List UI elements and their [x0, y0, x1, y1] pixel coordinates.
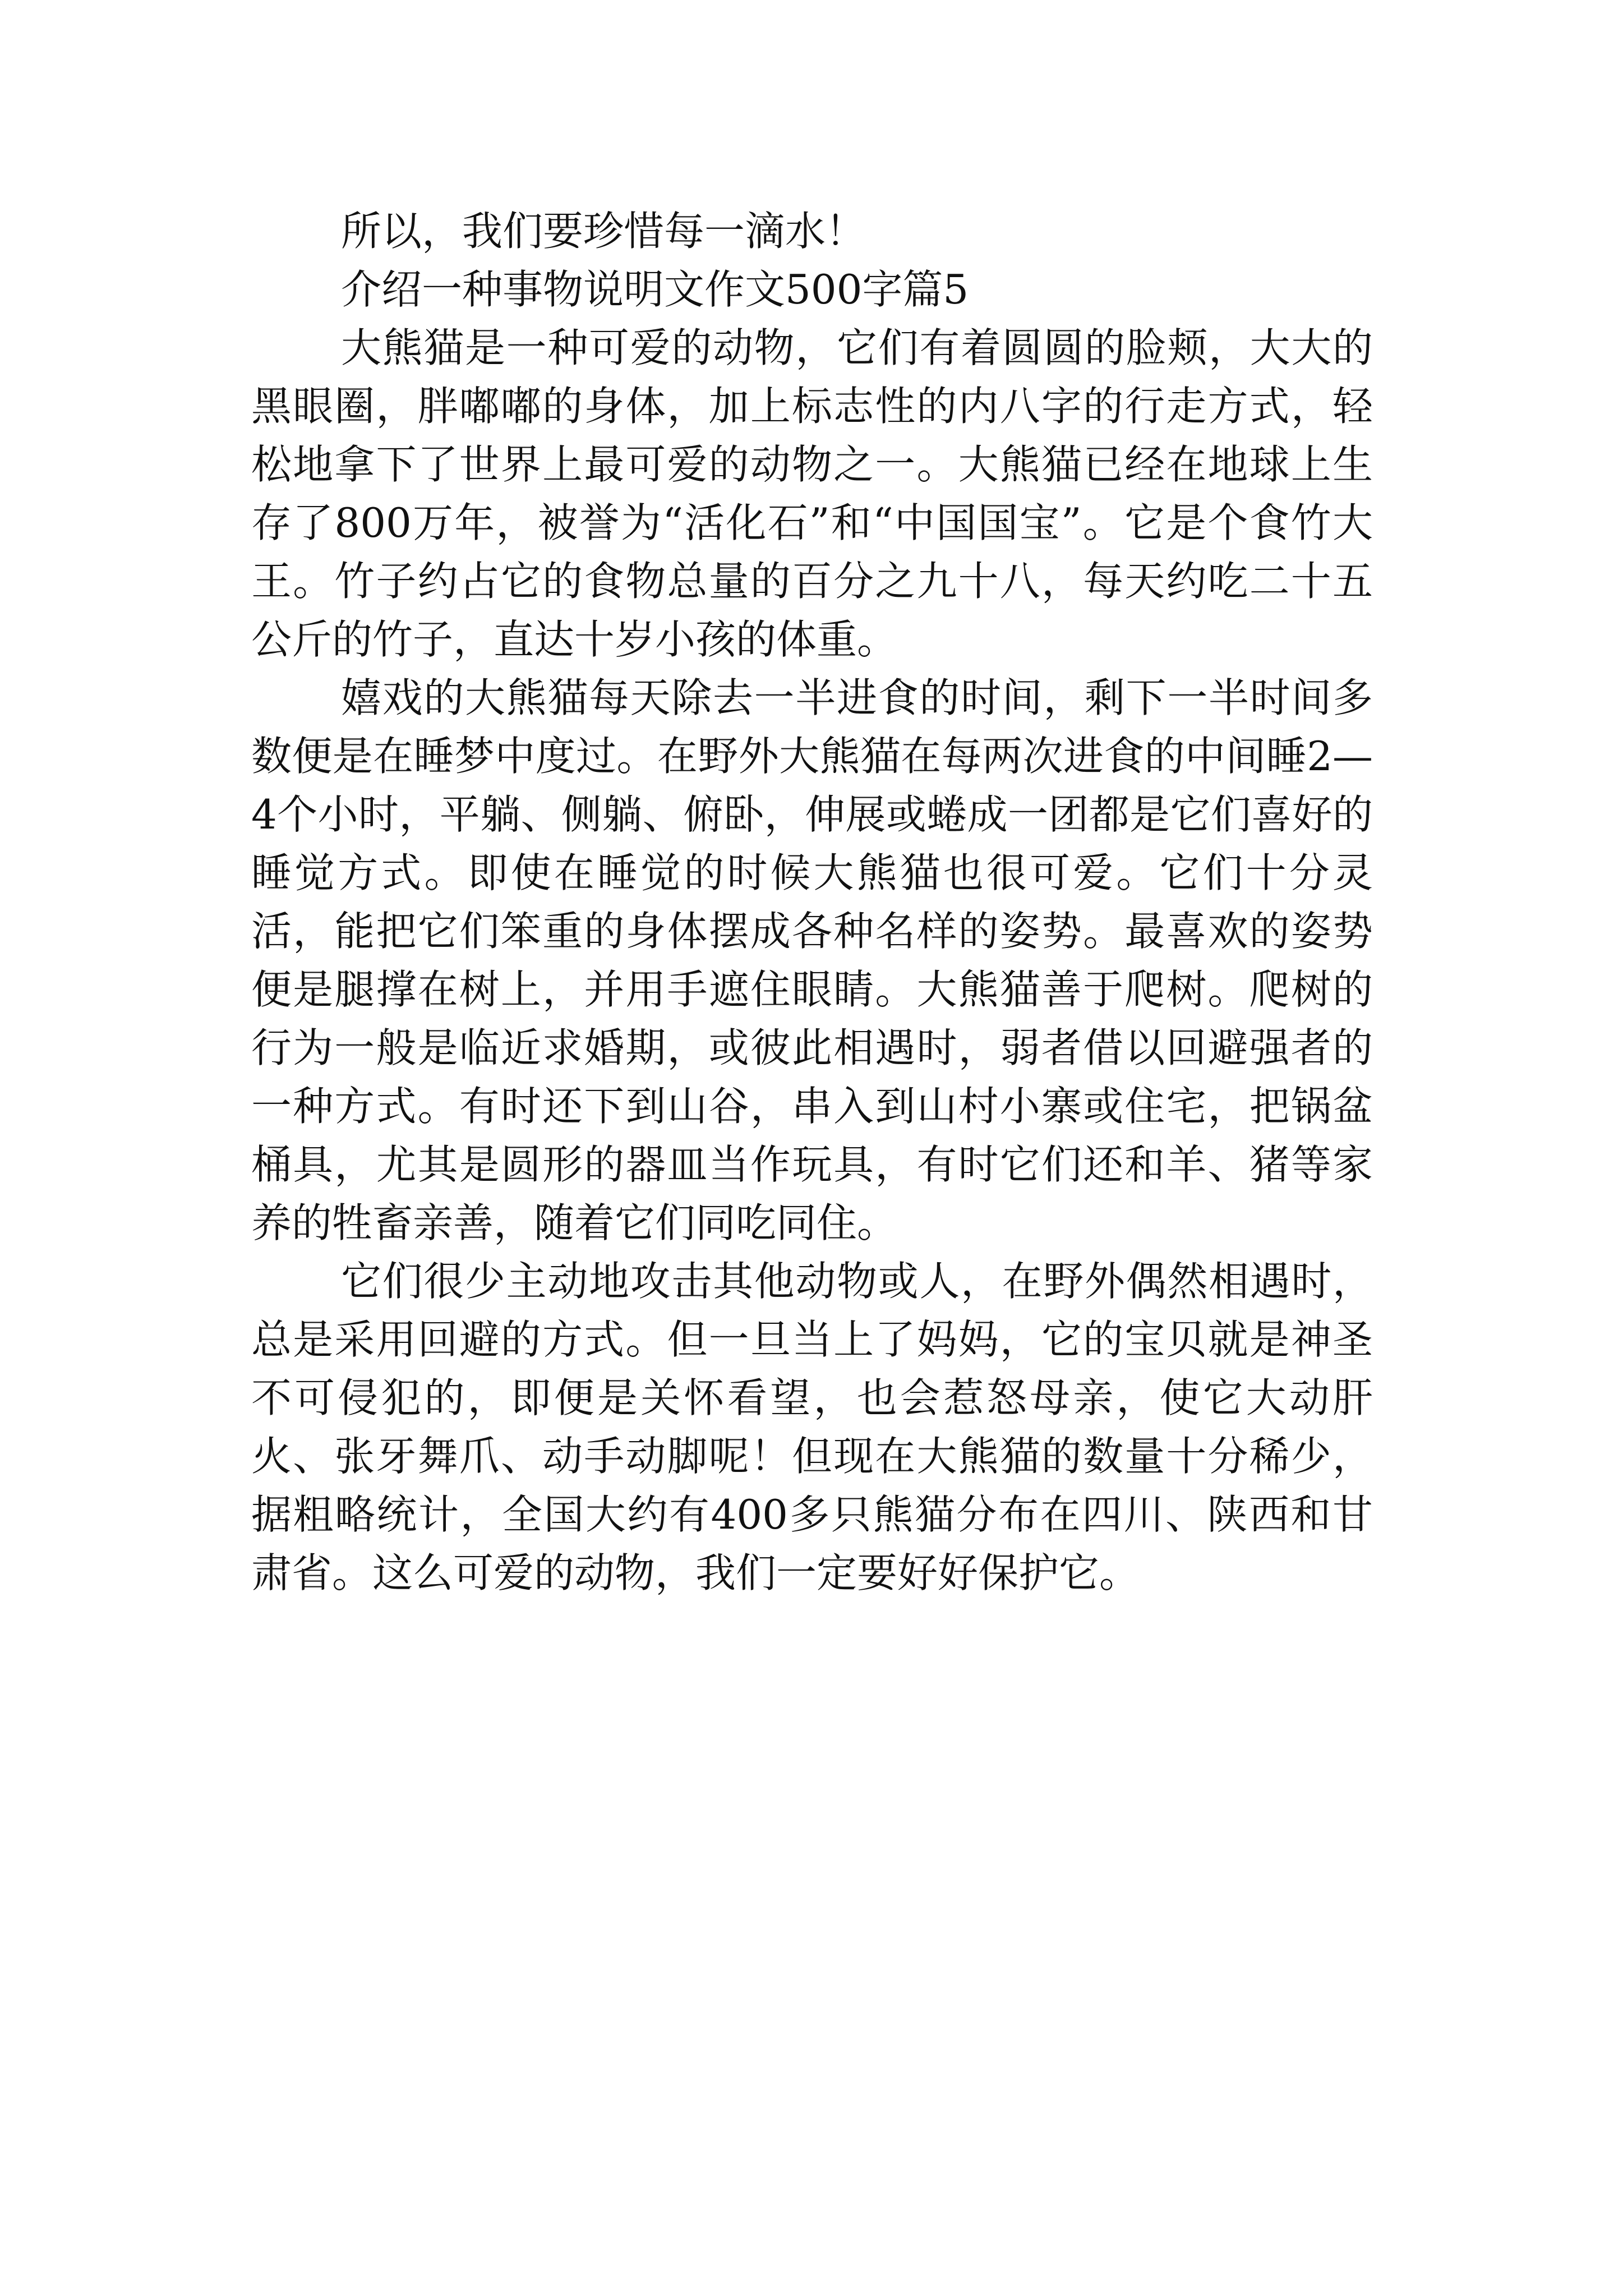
closing-sentence: 所以，我们要珍惜每一滴水！: [341, 208, 866, 255]
section-heading: 介绍一种事物说明文作文500字篇5: [341, 266, 969, 313]
paragraph-intro: 大熊猫是一种可爱的动物，它们有着圆圆的脸颊，大大的黑眼圈，胖嘟嘟的身体，加上标志性的内八字的行走方式，轻松地拿下了世界上最可爱的动物之一。大熊猫已经在地球上生存了800万年，被誉为“活化石”和“中国国宝”。它是个食竹大王。竹子约占它的食物总量的百分之九十八，每天约吃二十五公斤的竹子，直达十岁小孩的体重。: [251, 324, 1373, 663]
paragraph-protection: 它们很少主动地攻击其他动物或人，在野外偶然相遇时，总是采用回避的方式。但一旦当上了妈妈，它的宝贝就是神圣不可侵犯的，即便是关怀看望，也会惹怒母亲，使它大动肝火、张牙舞爪、动手动脚呢！但现在大熊猫的数量十分稀少，据粗略统计，全国大约有400多只熊猫分布在四川、陕西和甘肃省。这么可爱的动物，我们一定要好好保护它。: [251, 1258, 1373, 1596]
paragraph-habits: 嬉戏的大熊猫每天除去一半进食的时间，剩下一半时间多数便是在睡梦中度过。在野外大熊猫在每两次进食的中间睡2—4个小时，平躺、侧躺、俯卧，伸展或蜷成一团都是它们喜好的睡觉方式。即使在睡觉的时候大熊猫也很可爱。它们十分灵活，能把它们笨重的身体摆成各种名样的姿势。最喜欢的姿势便是腿撑在树上，并用手遮住眼睛。大熊猫善于爬树。爬树的行为一般是临近求婚期，或彼此相遇时，弱者借以回避强者的一种方式。有时还下到山谷，串入到山村小寨或住宅，把锅盆桶具，尤其是圆形的器皿当作玩具，有时它们还和羊、猪等家养的牲畜亲善，随着它们同吃同住。: [251, 674, 1373, 1246]
document-body: [251, 202, 1373, 1602]
